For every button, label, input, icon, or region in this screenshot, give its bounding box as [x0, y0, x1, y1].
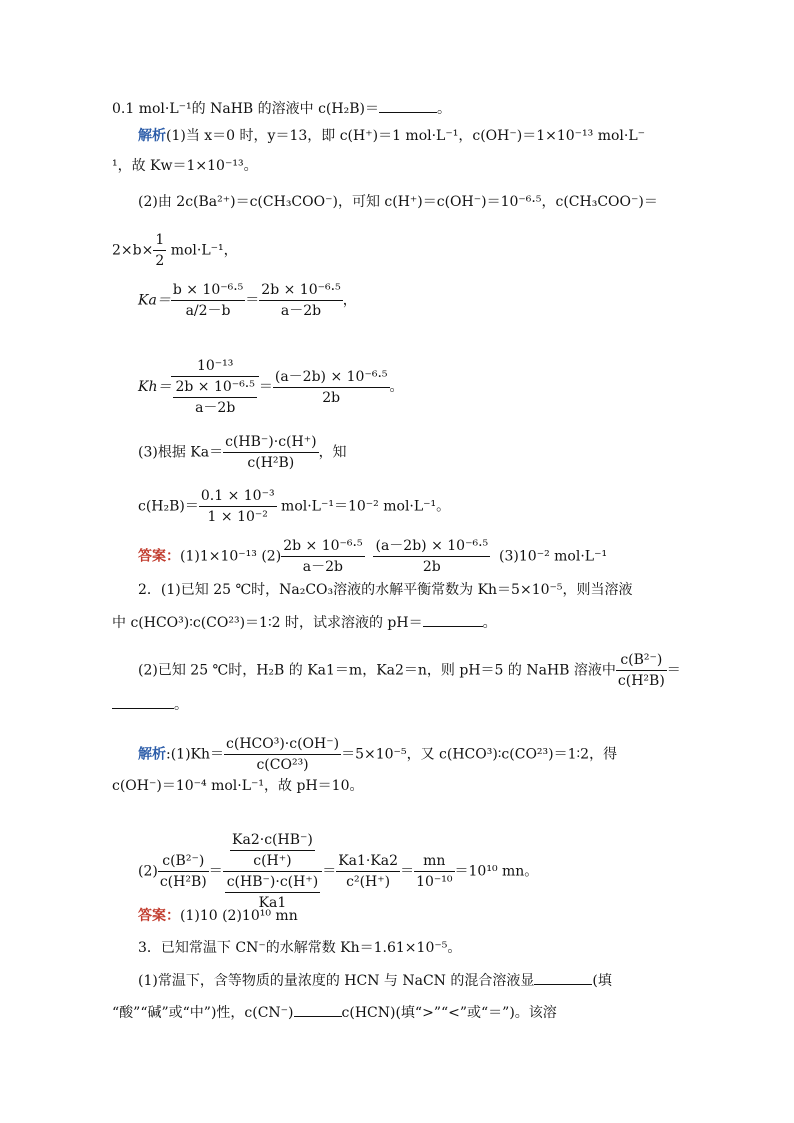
- q1-tail-text: 0.1 mol·L⁻¹的 NaHB 的溶液中 c(H₂B)＝: [112, 101, 379, 117]
- kh-equation: Kh＝ $\frac{\text{10⁻¹³}}{\frac{\text{2b × 10⁻⁶·⁵}}{a-2b}}$ ＝ $\frac{\text{(a－2b) × 10⁻⁶·⁵}}{2b}$ 。: [138, 358, 404, 416]
- solution-label: 解析: [138, 746, 166, 763]
- answer-blank[interactable]: [294, 1002, 342, 1017]
- mn-fraction: $\frac{mn}{\text{10⁻¹⁰}}$: [416, 853, 453, 890]
- solution2-line2: c(OH⁻)＝10⁻⁴ mol·L⁻¹，故 pH＝10。: [112, 778, 364, 794]
- kh-carbonate-fraction: $\frac{\text{c(HCO³)·c(OH⁻)}}{\text{c(CO²³)}}$: [226, 736, 340, 773]
- ka-product-fraction: $\frac{Ka1\cdot Ka2}{\text{c²(H⁺)}}$: [338, 853, 399, 890]
- answer-blank[interactable]: [534, 970, 592, 985]
- compound-fraction: [223, 830, 322, 913]
- answer-2-line: 答案：(1)10 (2)10¹⁰ mn: [138, 908, 298, 924]
- ka-fraction-2: $\frac{\text{2b × 10⁻⁶·⁵}}{a-2b}$: [261, 282, 341, 319]
- solution-1-line2: ¹，故 Kw＝1×10⁻¹³。: [112, 158, 258, 174]
- solution-3-line2: c(H₂B)＝ $\frac{\text{0.1 × 10⁻³}}{\text{1 × 10⁻²}}$ mol·L⁻¹＝10⁻² mol·L⁻¹。: [138, 488, 451, 525]
- ratio-fraction: $\frac{\text{c(B²⁻)}}{\text{c(H²B)}}$: [159, 853, 207, 890]
- answer-label: 答案：: [138, 908, 180, 924]
- q2-2-line1: (2)已知 25 ℃时，H₂B 的 Ka1＝m，Ka2＝n，则 pH＝5 的 NaHB 溶液中 $\frac{\text{c(B²⁻)}}{\text{c(H²B)}}$ ＝: [138, 652, 681, 689]
- solution-2-line1: (2)由 2c(Ba²⁺)＝c(CH₃COO⁻)，可知 c(H⁺)＝c(OH⁻)＝10⁻⁶·⁵，c(CH₃COO⁻)＝: [138, 194, 658, 210]
- answer-fraction-2: $\frac{\text{(a－2b) × 10⁻⁶·⁵}}{2b}$: [375, 538, 489, 575]
- q2-1-line2: 中 c(HCO³)∶c(CO²³)＝1∶2 时，试求溶液的 pH＝ 。: [112, 612, 497, 633]
- answer-blank[interactable]: [423, 612, 483, 627]
- compound-top-fraction: $\frac{Ka2\cdot c(HB^-)}{c(H^+)}$: [232, 832, 313, 869]
- answer-1-line: 答案：(1)1×10⁻¹³ (2) $\frac{\text{2b × 10⁻⁶·⁵}}{a-2b}$ $\frac{\text{(a－2b) × 10⁻⁶·⁵}}{2b}$ (3)10⁻² mol·L⁻¹: [138, 538, 608, 575]
- h2b-fraction: $\frac{\text{0.1 × 10⁻³}}{\text{1 × 10⁻²}}$: [200, 488, 275, 525]
- ka-equation: Ka＝ $\frac{\text{b × 10⁻⁶·⁵}}{a/2-b}$ ＝ $\frac{\text{2b × 10⁻⁶·⁵}}{a-2b}$ ，: [138, 282, 357, 319]
- solution-2-line2: 2×b× $\frac{1}{2}$ mol·L⁻¹，: [112, 232, 238, 269]
- answer-fraction-1: $\frac{\text{2b × 10⁻⁶·⁵}}{a-2b}$: [283, 538, 363, 575]
- ka-fraction-1: $\frac{\text{b × 10⁻⁶·⁵}}{a/2-b}$: [172, 282, 244, 319]
- answer-blank[interactable]: [379, 98, 437, 113]
- kh-fraction-2: $\frac{\text{(a－2b) × 10⁻⁶·⁵}}{2b}$: [274, 368, 388, 406]
- answer-blank[interactable]: [112, 694, 174, 709]
- compound-bottom-fraction: $\frac{c(HB^-)\cdot c(H^+)}{Ka1}$: [226, 874, 319, 911]
- q2-1-line1: 2．(1)已知 25 ℃时，Na₂CO₃溶液的水解平衡常数为 Kh＝5×10⁻⁵，则当溶液: [138, 582, 633, 598]
- kh-nested-fraction: $\frac{\text{2b × 10⁻⁶·⁵}}{a-2b}$: [175, 379, 255, 416]
- q3-1-line2: “酸”“碱”或“中”)性，c(CN⁻) c(HCN)(填“>”“<”或“＝”)。该溶: [112, 1002, 557, 1023]
- solution-label: 解析: [138, 128, 166, 144]
- answer-label: 答案：: [138, 548, 180, 565]
- kh-fraction-1: $\frac{\text{10⁻¹³}}{\frac{\text{2b × 10⁻⁶·⁵}}{a-2b}}$: [171, 356, 258, 418]
- solution2-line1: 解析:(1)Kh＝ $\frac{\text{c(HCO³)·c(OH⁻)}}{\text{c(CO²³)}}$ ＝5×10⁻⁵，又 c(HCO³)∶c(CO²³)＝1∶2，得: [138, 736, 618, 773]
- ka-definition-fraction: $\frac{c(HB^-)\cdot c(H^+)}{\text{c(H²B)}}$: [225, 434, 317, 471]
- solution-1-line1: 解析(1)当 x＝0 时，y＝13，即 c(H⁺)＝1 mol·L⁻¹，c(OH⁻)＝1×10⁻¹³ mol·L⁻: [138, 128, 646, 144]
- solution2-part2: (2) $\frac{\text{c(B²⁻)}}{\text{c(H²B)}}$ ＝ $\frac{\frac{Ka2\cdot c(HB^-)}{c(H^+)}}{\frac{c(HB^-)\cdot c(H^+)}{Ka1}}$ ＝ $\frac{Ka1\cdot Ka2}{\text{c²(H⁺)}}$ ＝ $\frac{mn}{\text{10⁻¹⁰}}$ ＝10¹⁰ mn。: [138, 832, 539, 911]
- q1-tail-line: 0.1 mol·L⁻¹的 NaHB 的溶液中 c(H₂B)＝ 。: [112, 98, 451, 119]
- q2-2-line2: 。: [112, 694, 188, 715]
- q3-1-line1: (1)常温下，含等物质的量浓度的 HCN 与 NaCN 的混合溶液显 (填: [138, 970, 612, 991]
- q3-line: 3．已知常温下 CN⁻的水解常数 Kh＝1.61×10⁻⁵。: [138, 940, 462, 956]
- solution-3-line1: (3)根据 Ka＝ $\frac{c(HB^-)\cdot c(H^+)}{\text{c(H²B)}}$ ，知: [138, 434, 347, 471]
- half-fraction: $\frac{1}{2}$: [155, 232, 165, 269]
- b-over-h2b-fraction: $\frac{\text{c(B²⁻)}}{\text{c(H²B)}}$: [617, 652, 665, 689]
